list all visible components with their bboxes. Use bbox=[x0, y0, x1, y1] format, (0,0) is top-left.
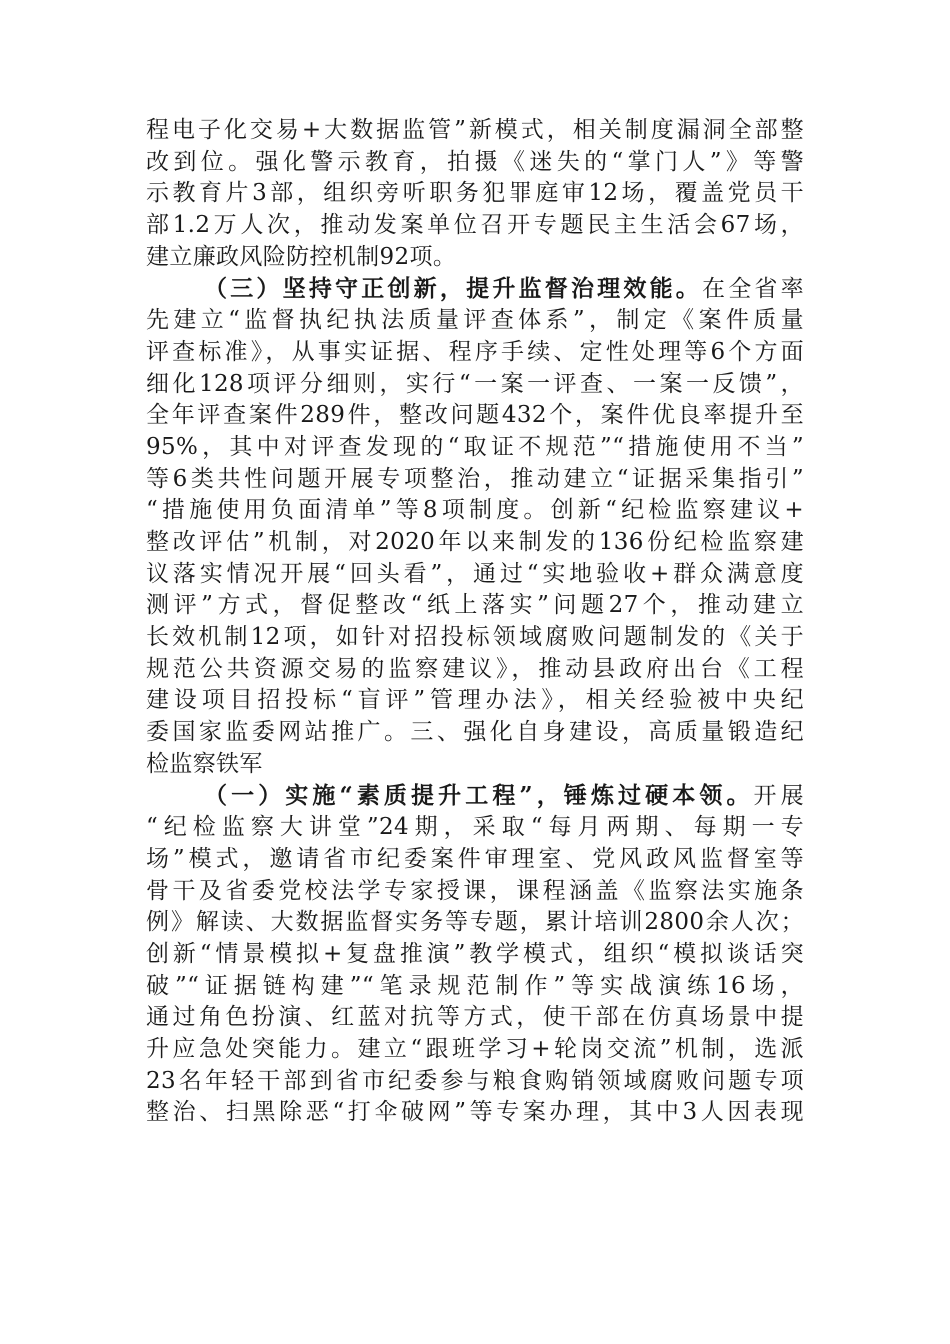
text-line: 建立廉政风险防控机制92项。 bbox=[146, 243, 457, 270]
text-line: 95%，其中对评查发现的“取证不规范”“措施使用不当” bbox=[146, 433, 804, 460]
text-line: 议落实情况开展“回头看”，通过“实地验收+群众满意度 bbox=[146, 560, 804, 587]
text-line: 检监察铁军 bbox=[146, 750, 263, 777]
text-line: 整治、扫黑除恶“打伞破网”等专案办理，其中3人因表现 bbox=[146, 1099, 804, 1126]
text-line: 破”“证据链构建”“笔录规范制作”等实战演练16场， bbox=[146, 972, 804, 999]
text-line: 整改评估”机制，对2020年以来制发的136份纪检监察建 bbox=[146, 528, 804, 555]
text-line: 细化128项评分细则，实行“一案一评查、一案一反馈”， bbox=[146, 370, 804, 397]
text-line: 测评”方式，督促整改“纸上落实”问题27个，推动建立 bbox=[146, 592, 804, 619]
text-line: 委国家监委网站推广。三、强化自身建设，高质量锻造纪 bbox=[146, 719, 804, 746]
text-line: “措施使用负面清单”等8项制度。创新“纪检监察建议+ bbox=[146, 497, 804, 524]
text-line: 评查标准》，从事实证据、程序手续、定性处理等6个方面 bbox=[146, 338, 804, 365]
text-line: “纪检监察大讲堂”24期，采取“每月两期、每期一专 bbox=[146, 814, 804, 841]
text-line: 程电子化交易+大数据监管”新模式，相关制度漏洞全部整 bbox=[146, 117, 804, 143]
text-line: 创新“情景模拟+复盘推演”教学模式，组织“模拟谈话突 bbox=[146, 940, 804, 967]
text-line: 升应急处突能力。建立“跟班学习+轮岗交流”机制，选派 bbox=[146, 1035, 804, 1062]
document-body bbox=[146, 115, 804, 1129]
text-line: 场”模式，邀请省市纪委案件审理室、党风政风监督室等 bbox=[146, 845, 804, 872]
text-line: 骨干及省委党校法学专家授课，课程涵盖《监察法实施条 bbox=[146, 877, 804, 904]
text-line: 示教育片3部，组织旁听职务犯罪庭审12场，覆盖党员干 bbox=[146, 180, 804, 207]
text-line: 通过角色扮演、红蓝对抗等方式，使干部在仿真场景中提 bbox=[146, 1004, 804, 1031]
paragraph-3 bbox=[146, 780, 804, 1129]
text-line: 建设项目招投标“盲评”管理办法》，相关经验被中央纪 bbox=[146, 687, 804, 714]
text-line: 23名年轻干部到省市纪委参与粮食购销领域腐败问题专项 bbox=[146, 1067, 804, 1094]
text-line: 等6类共性问题开展专项整治，推动建立“证据采集指引” bbox=[146, 465, 804, 492]
text-run: 开展 bbox=[753, 783, 804, 810]
text-line: 先建立“监督执纪执法质量评查体系”，制定《案件质量 bbox=[146, 307, 804, 334]
text-line: 长效机制12项，如针对招投标领域腐败问题制发的《关于 bbox=[146, 624, 804, 650]
paragraph-heading: （三）坚持守正创新，提升监督治理效能。 bbox=[204, 275, 703, 303]
paragraph-heading: （一）实施“素质提升工程”，锤炼过硬本领。 bbox=[204, 782, 754, 810]
paragraph-2 bbox=[146, 273, 804, 780]
text-line: 改到位。强化警示教育，拍摄《迷失的“掌门人”》等警 bbox=[146, 148, 804, 175]
text-run: 在全省率 bbox=[702, 276, 804, 303]
text-line-first bbox=[146, 780, 804, 812]
text-line: 全年评查案件289件，整改问题432个，案件优良率提升至 bbox=[146, 402, 804, 429]
paragraph-1 bbox=[146, 115, 804, 273]
text-line-first bbox=[146, 273, 804, 305]
text-line: 规范公共资源交易的监察建议》，推动县政府出台《工程 bbox=[146, 655, 804, 682]
text-line: 例》解读、大数据监督实务等专题，累计培训2800余人次； bbox=[146, 909, 804, 936]
text-line: 部1.2万人次，推动发案单位召开专题民主生活会67场， bbox=[146, 212, 804, 239]
